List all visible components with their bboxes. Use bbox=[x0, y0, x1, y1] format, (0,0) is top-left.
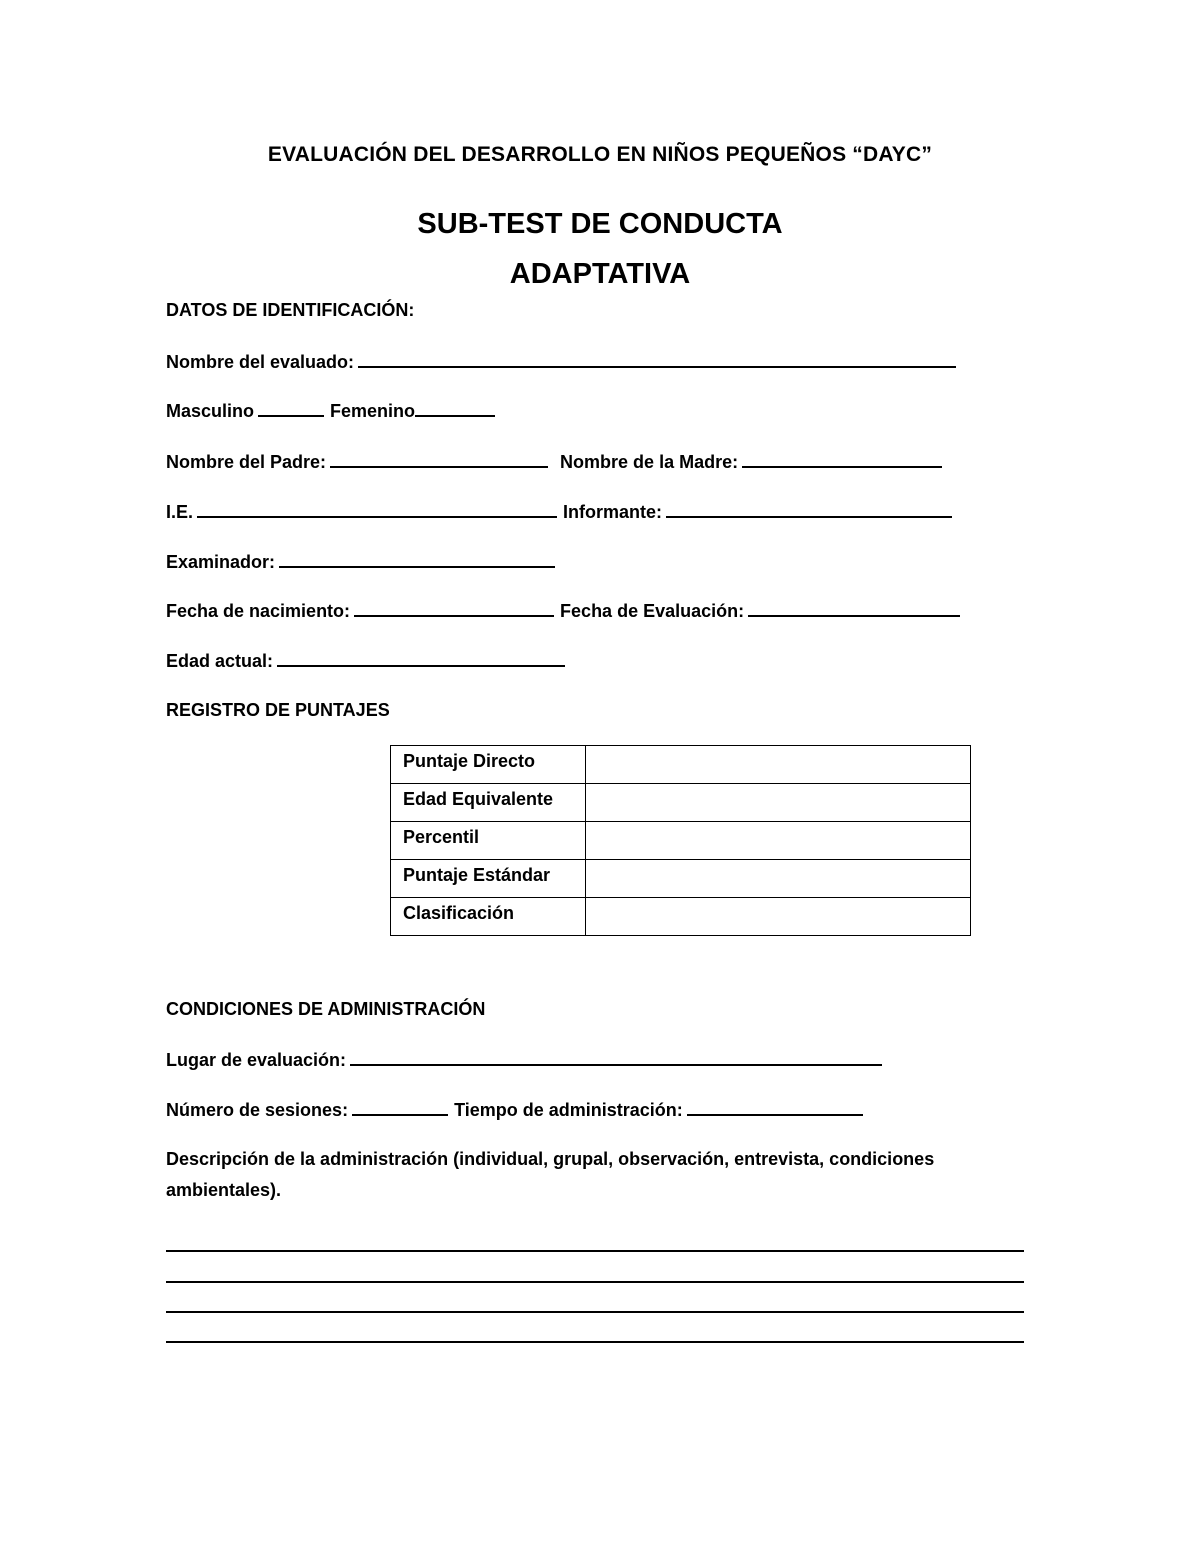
description-blank-line[interactable] bbox=[166, 1341, 1024, 1343]
score-label: Puntaje Directo bbox=[391, 746, 586, 784]
score-label: Puntaje Estándar bbox=[391, 860, 586, 898]
ie-row bbox=[166, 499, 952, 524]
tiempo-label: Tiempo de administración: bbox=[454, 1100, 683, 1120]
edad-blank[interactable] bbox=[277, 648, 565, 667]
nacimiento-label: Fecha de nacimiento: bbox=[166, 601, 351, 621]
score-value-cell[interactable] bbox=[586, 784, 971, 822]
informante-label: Informante: bbox=[563, 502, 663, 522]
parents-row bbox=[166, 449, 942, 474]
femenino-blank[interactable] bbox=[415, 398, 495, 417]
evaluado-blank[interactable] bbox=[358, 349, 956, 368]
score-row bbox=[391, 822, 971, 860]
evaluacion-label: Fecha de Evaluación: bbox=[560, 601, 745, 621]
score-label: Percentil bbox=[391, 822, 586, 860]
score-value-cell[interactable] bbox=[586, 746, 971, 784]
score-value-cell[interactable] bbox=[586, 860, 971, 898]
evaluado-row bbox=[166, 349, 956, 374]
padre-blank[interactable] bbox=[330, 449, 548, 468]
ie-blank[interactable] bbox=[197, 499, 557, 518]
conditions-heading: CONDICIONES DE ADMINISTRACIÓN bbox=[166, 999, 486, 1019]
score-value-cell[interactable] bbox=[586, 822, 971, 860]
identification-heading: DATOS DE IDENTIFICACIÓN: bbox=[166, 300, 415, 320]
descripcion-line-2: ambientales). bbox=[166, 1180, 282, 1200]
padre-label: Nombre del Padre: bbox=[166, 452, 327, 472]
ie-label: I.E. bbox=[166, 502, 194, 522]
evaluacion-blank[interactable] bbox=[748, 598, 960, 617]
score-value-cell[interactable] bbox=[586, 898, 971, 936]
sex-row bbox=[166, 398, 495, 423]
masculino-blank[interactable] bbox=[258, 398, 324, 417]
dates-row bbox=[166, 598, 960, 623]
madre-label: Nombre de la Madre: bbox=[560, 452, 739, 472]
score-label: Edad Equivalente bbox=[391, 784, 586, 822]
masculino-label: Masculino bbox=[166, 401, 255, 421]
examinador-label: Examinador: bbox=[166, 552, 276, 572]
sesiones-row bbox=[166, 1097, 863, 1122]
madre-blank[interactable] bbox=[742, 449, 942, 468]
score-row bbox=[391, 746, 971, 784]
subtest-title-line-1: SUB-TEST DE CONDUCTA bbox=[417, 208, 783, 240]
scores-heading: REGISTRO DE PUNTAJES bbox=[166, 700, 390, 720]
description-blank-line[interactable] bbox=[166, 1311, 1024, 1313]
description-blank-line[interactable] bbox=[166, 1250, 1024, 1252]
lugar-row bbox=[166, 1047, 882, 1072]
tiempo-blank[interactable] bbox=[687, 1097, 863, 1116]
descripcion-line-1: Descripción de la administración (individual, grupal, observación, entrevista, condiciones bbox=[166, 1149, 935, 1169]
examinador-blank[interactable] bbox=[279, 549, 555, 568]
examinador-row bbox=[166, 549, 555, 574]
score-row bbox=[391, 898, 971, 936]
edad-label: Edad actual: bbox=[166, 651, 274, 671]
evaluado-label: Nombre del evaluado: bbox=[166, 352, 355, 372]
score-label: Clasificación bbox=[391, 898, 586, 936]
lugar-label: Lugar de evaluación: bbox=[166, 1050, 347, 1070]
nacimiento-blank[interactable] bbox=[354, 598, 554, 617]
edad-row bbox=[166, 648, 565, 673]
description-blank-line[interactable] bbox=[166, 1281, 1024, 1283]
sesiones-label: Número de sesiones: bbox=[166, 1100, 349, 1120]
subtest-title-line-2: ADAPTATIVA bbox=[509, 258, 691, 290]
informante-blank[interactable] bbox=[666, 499, 952, 518]
lugar-blank[interactable] bbox=[350, 1047, 882, 1066]
score-row bbox=[391, 860, 971, 898]
femenino-label: Femenino bbox=[330, 401, 416, 421]
document-title: EVALUACIÓN DEL DESARROLLO EN NIÑOS PEQUEÑOS “DAYC” bbox=[267, 143, 933, 166]
sesiones-blank[interactable] bbox=[352, 1097, 448, 1116]
score-row bbox=[391, 784, 971, 822]
scores-table bbox=[390, 745, 971, 936]
